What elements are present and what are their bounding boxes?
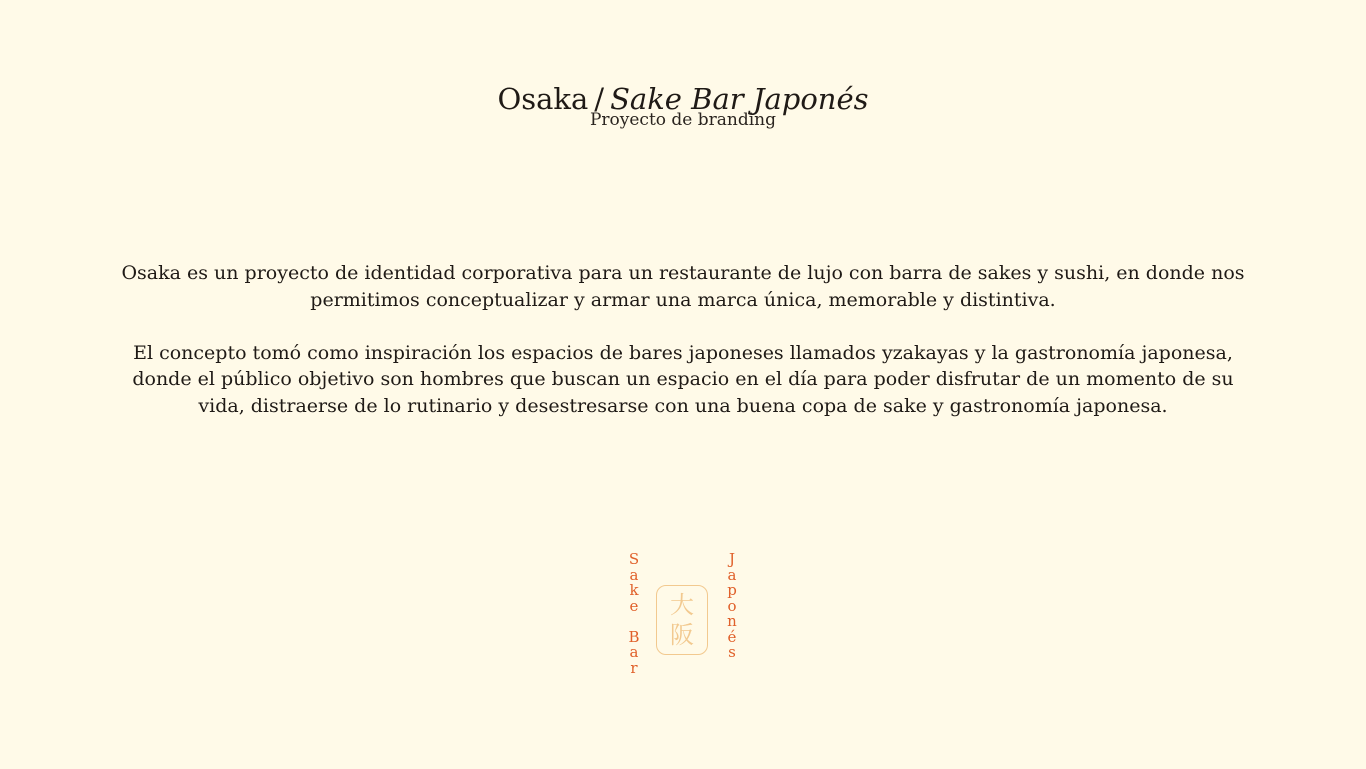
description-paragraph: El concepto tomó como inspiración los espacios de bares japoneses llamados yzakayas y la gastronomía japonesa, donde el público objetivo son hombres que buscan un espacio en el día para poder disfrutar de un momento de su vida, distraerse de lo rutinario y desestresarse con una buena copa de sake y gastronomía japonesa. (132, 341, 1234, 417)
logo-letter: a (629, 643, 639, 661)
logo-letter: p (727, 581, 737, 599)
description-paragraph: Osaka es un proyecto de identidad corporativa para un restaurante de lujo con barra de sakes y sushi, en donde nos permitimos conceptualizar y armar una marca única, memorable y distintiva. (121, 262, 1245, 311)
logo-letter: s (728, 643, 736, 661)
seal-char-bottom: 阪 (670, 621, 694, 649)
logo-letter: e (629, 596, 639, 615)
seal-char-top: 大 (670, 591, 694, 619)
logo-letter: B (628, 627, 640, 646)
title-separator: / (594, 82, 605, 116)
title-main: Osaka (497, 82, 589, 116)
logo-right-vertical-text (723, 552, 741, 661)
page-subtitle: Proyecto de branding (589, 110, 777, 130)
logo-letter: r (630, 658, 638, 677)
logo-letter: é (727, 627, 737, 646)
header (0, 80, 1366, 130)
description (120, 260, 1246, 446)
logo-letter: J (728, 550, 735, 568)
logo-letter: o (727, 596, 737, 615)
logo-left-vertical-text (625, 552, 643, 676)
osaka-logo (600, 552, 766, 692)
logo-letter: a (629, 565, 639, 584)
logo-letter: S (628, 550, 640, 568)
title-italic: Sake Bar Japonés (610, 82, 869, 116)
logo-letter: a (727, 565, 737, 584)
logo-letter: k (629, 581, 639, 599)
logo-letter: n (727, 612, 737, 630)
logo-seal (656, 585, 708, 655)
